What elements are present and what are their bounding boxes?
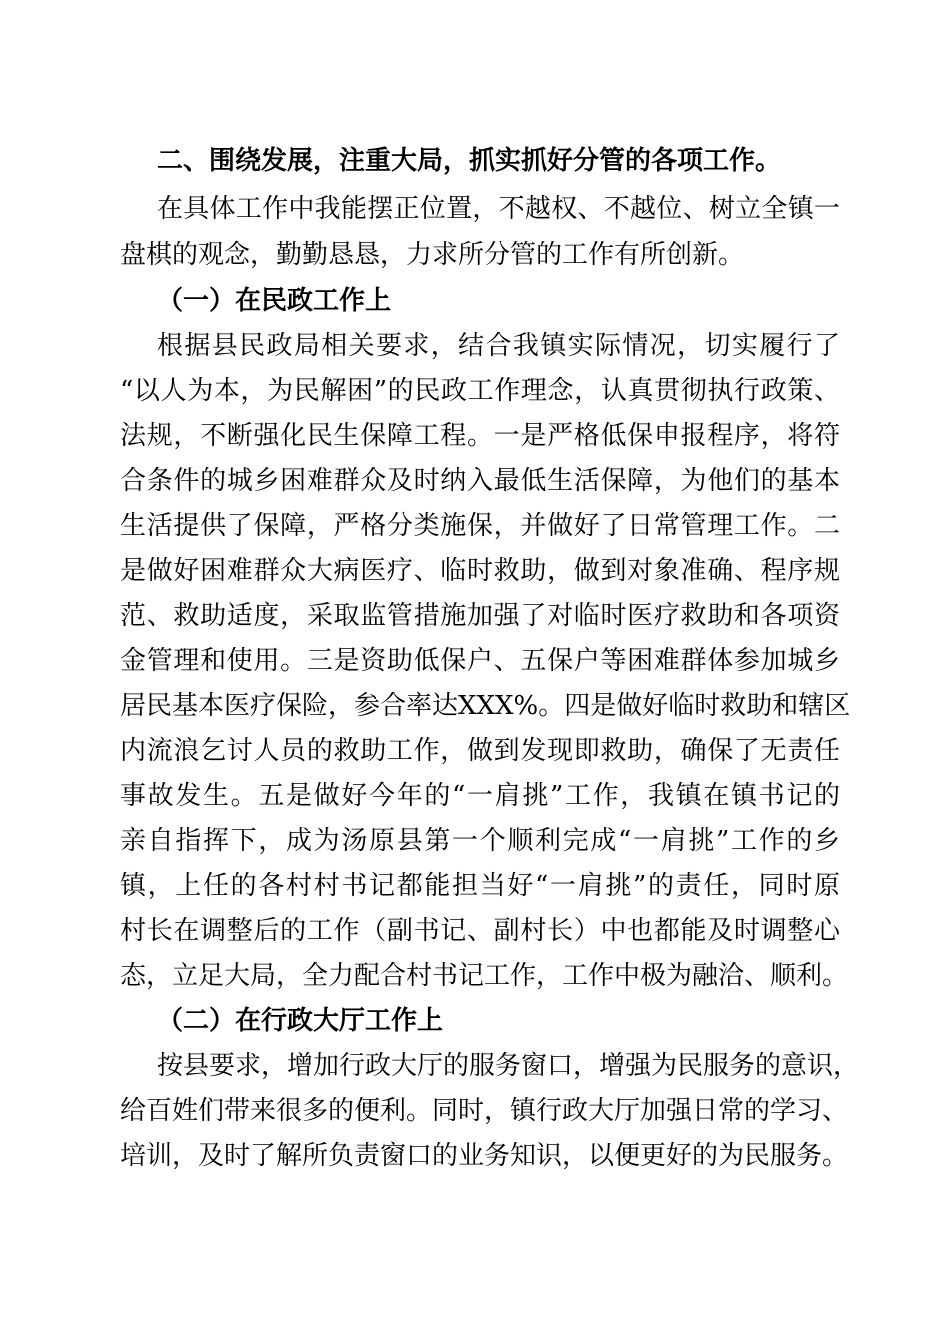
paragraph-line: 范、救助适度，采取监管措施加强了对临时医疗救助和各项资 bbox=[120, 601, 840, 631]
paragraph-line: “以人为本，为民解困”的民政工作理念，认真贯彻执行政策、 bbox=[120, 376, 840, 406]
paragraph-line: 根据县民政局相关要求，结合我镇实际情况，切实履行了 bbox=[157, 331, 840, 361]
paragraph-line: 法规，不断强化民生保障工程。一是严格低保申报程序，将符 bbox=[120, 421, 840, 451]
paragraph-line: 态，立足大局，全力配合村书记工作，工作中极为融洽、顺利。 bbox=[120, 961, 849, 991]
paragraph-line: 亲自指挥下，成为汤原县第一个顺利完成“一肩挑”工作的乡 bbox=[120, 826, 840, 856]
paragraph-line: 按县要求，增加行政大厅的服务窗口，增强为民服务的意识， bbox=[157, 1051, 860, 1081]
paragraph-line: 盘棋的观念，勤勤恳恳，力求所分管的工作有所创新。 bbox=[120, 240, 745, 270]
paragraph-line: 镇，上任的各村村书记都能担当好“一肩挑”的责任，同时原 bbox=[120, 871, 840, 901]
paragraph-line: 培训，及时了解所负责窗口的业务知识，以便更好的为民服务。 bbox=[120, 1141, 849, 1171]
subsection-heading-1: （一）在民政工作上 bbox=[157, 286, 392, 316]
paragraph-line: 村长在调整后的工作（副书记、副村长）中也都能及时调整心 bbox=[120, 916, 840, 946]
paragraph-line: 金管理和使用。三是资助低保户、五保户等困难群体参加城乡 bbox=[120, 646, 840, 676]
paragraph-line: 生活提供了保障，严格分类施保，并做好了日常管理工作。二 bbox=[120, 511, 840, 541]
paragraph-line: 在具体工作中我能摆正位置，不越权、不越位、树立全镇一 bbox=[157, 194, 840, 224]
paragraph-line: 合条件的城乡困难群众及时纳入最低生活保障，为他们的基本 bbox=[120, 466, 840, 496]
paragraph-line: 内流浪乞讨人员的救助工作，做到发现即救助，确保了无责任 bbox=[120, 736, 840, 766]
section-heading: 二、围绕发展，注重大局，抓实抓好分管的各项工作。 bbox=[157, 146, 782, 176]
paragraph-line: 居民基本医疗保险，参合率达XXX%。四是做好临时救助和辖区 bbox=[120, 691, 851, 721]
paragraph-line: 给百姓们带来很多的便利。同时，镇行政大厅加强日常的学习、 bbox=[120, 1096, 849, 1126]
paragraph-line: 事故发生。五是做好今年的“一肩挑”工作，我镇在镇书记的 bbox=[120, 781, 840, 811]
subsection-heading-2: （二）在行政大厅工作上 bbox=[157, 1006, 444, 1036]
paragraph-line: 是做好困难群众大病医疗、临时救助，做到对象准确、程序规 bbox=[120, 556, 840, 586]
